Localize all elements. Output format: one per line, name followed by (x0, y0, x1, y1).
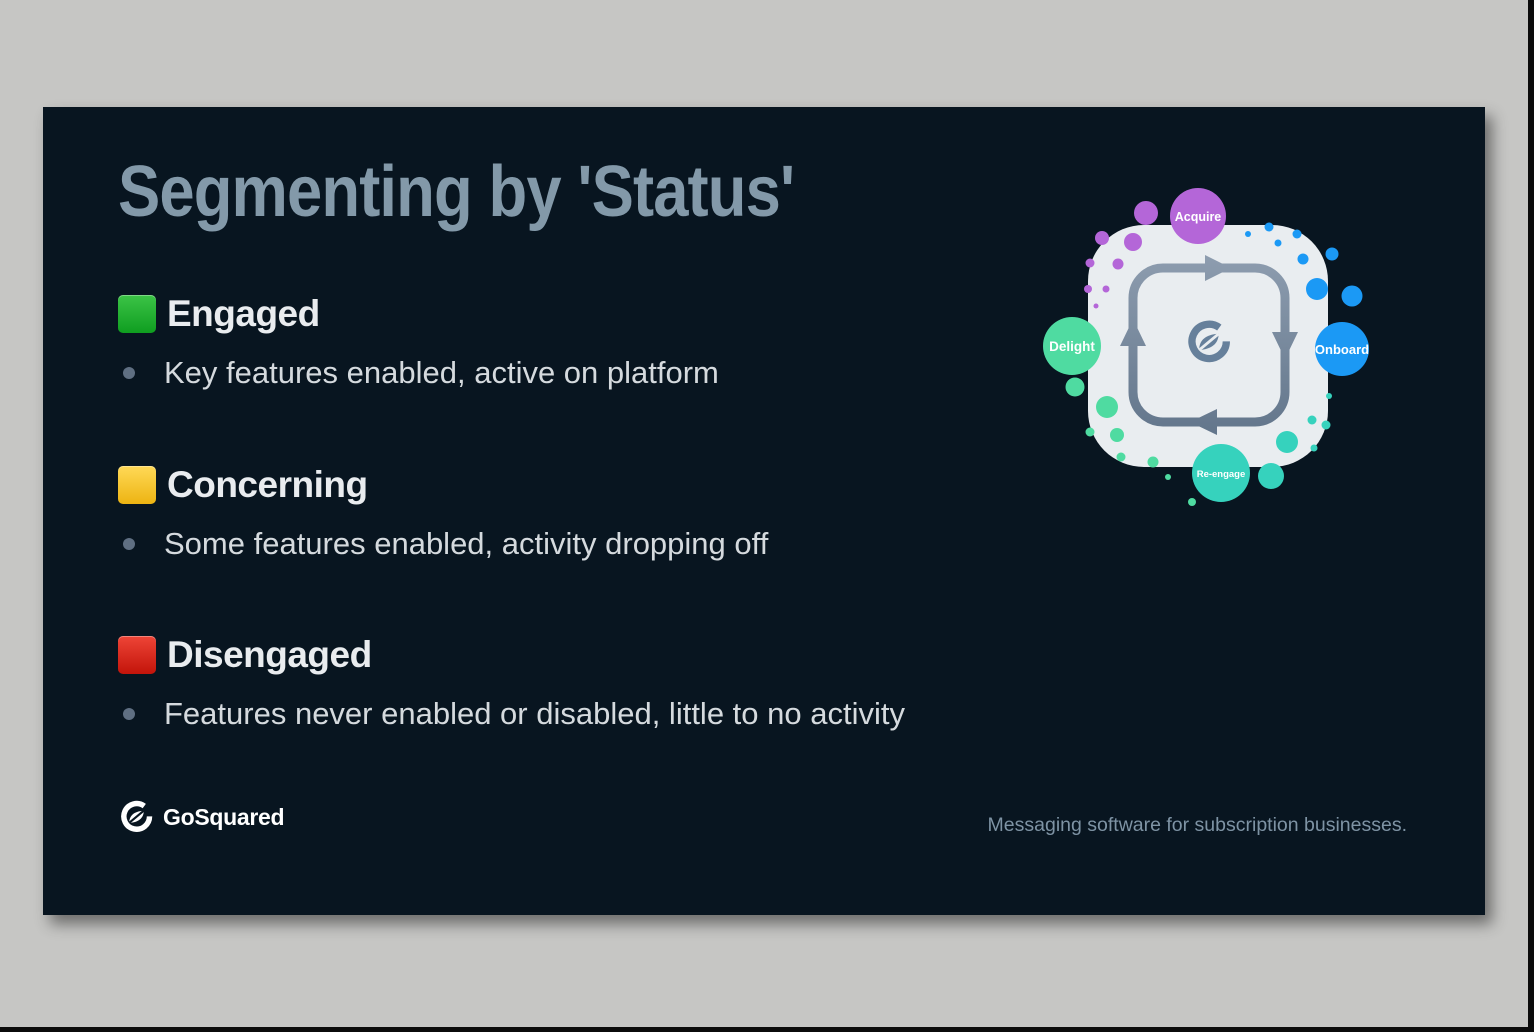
customer-lifecycle-diagram (1030, 180, 1450, 520)
delight-bubble-label: Delight (1049, 339, 1095, 354)
green-square-icon (118, 295, 156, 333)
section-label: Engaged (167, 293, 320, 334)
onboard-bubble (1315, 322, 1369, 376)
gosquared-logo (119, 800, 284, 835)
screen-edge-bottom (0, 1027, 1534, 1032)
section-heading-row (118, 293, 719, 335)
section-heading-row (118, 634, 905, 676)
screen-edge-right (1528, 0, 1534, 1032)
bullet-row (118, 355, 719, 391)
bullet-row (118, 526, 768, 562)
bullet-text: Some features enabled, activity dropping off (164, 526, 769, 561)
bullet-text: Features never enabled or disabled, little to no activity (164, 696, 905, 731)
slide-title: Segmenting by 'Status' (118, 152, 795, 232)
acquire-bubble-label: Acquire (1174, 210, 1222, 224)
bullet-text: Key features enabled, active on platform (164, 355, 719, 390)
bullet-dot-icon (123, 708, 135, 720)
reengage-bubble-label: Re-engage (1196, 469, 1246, 480)
bullet-dot-icon (123, 538, 135, 550)
reengage-bubble (1192, 444, 1250, 502)
brand-name: GoSquared (163, 804, 285, 830)
acquire-bubble (1170, 188, 1226, 244)
status-section-disengaged (118, 634, 905, 732)
bullet-row (118, 696, 905, 732)
section-label: Concerning (167, 464, 368, 505)
delight-bubble (1043, 317, 1101, 375)
footer-tagline: Messaging software for subscription businesses. (987, 814, 1407, 836)
status-section-engaged (118, 293, 719, 391)
red-square-icon (118, 636, 156, 674)
status-section-concerning (118, 464, 768, 562)
section-heading-row (118, 464, 768, 506)
gosquared-logo-icon (119, 800, 154, 835)
slide (43, 107, 1485, 915)
section-label: Disengaged (167, 634, 372, 675)
onboard-bubble-label: Onboard (1314, 342, 1370, 357)
yellow-square-icon (118, 466, 156, 504)
bullet-dot-icon (123, 367, 135, 379)
